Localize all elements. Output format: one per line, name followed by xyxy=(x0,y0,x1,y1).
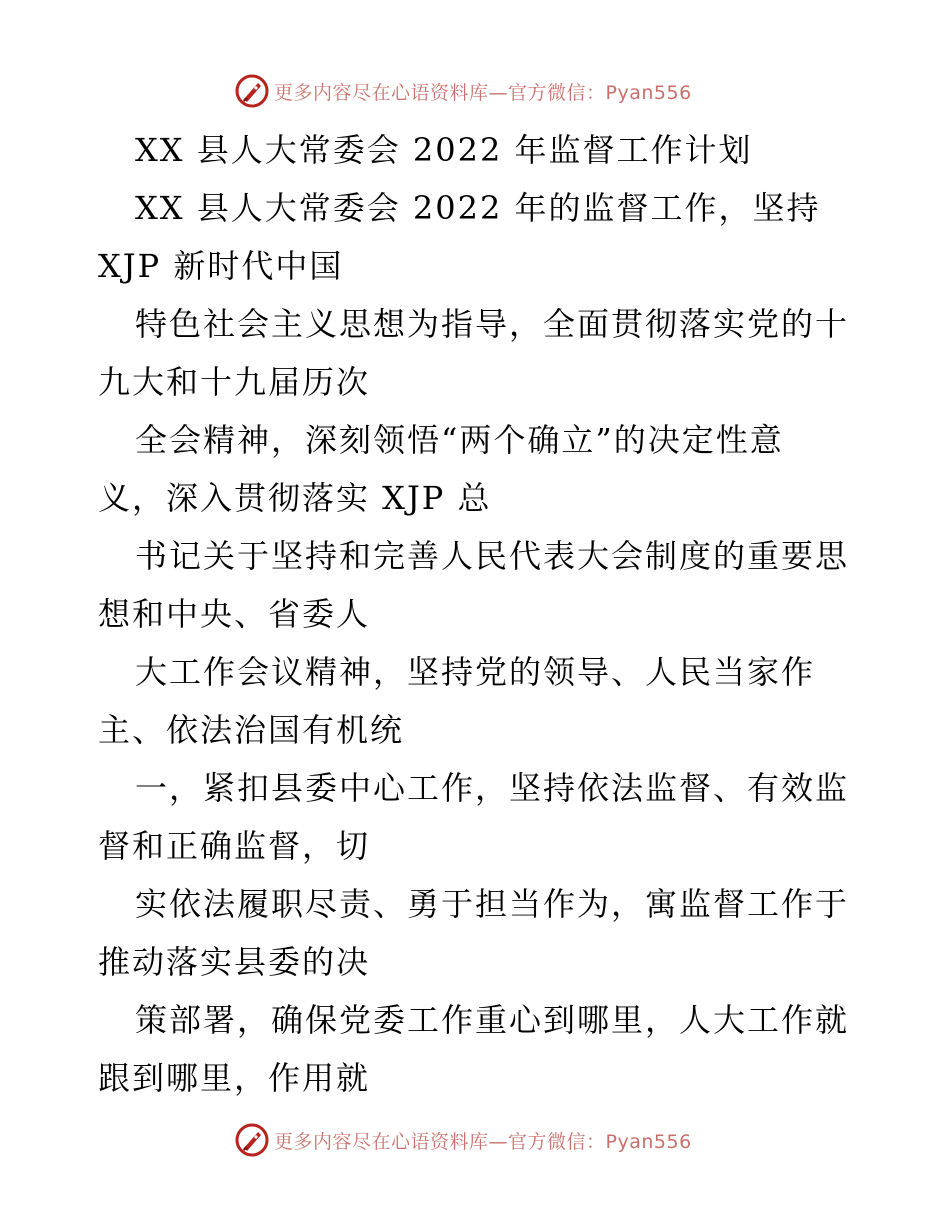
document-line: 跟到哪里，作用就 xyxy=(98,1059,371,1097)
document-line: 想和中央、省委人 xyxy=(98,595,371,633)
document-line: 全会精神，深刻领悟“两个确立”的决定性意 xyxy=(135,421,784,459)
document-line: 九大和十九届历次 xyxy=(98,363,371,401)
document-line: 实依法履职尽责、勇于担当作为，寓监督工作于 xyxy=(135,885,850,923)
header-banner-dash: — xyxy=(488,81,509,104)
footer-banner-dash: — xyxy=(488,1130,509,1153)
footer-banner-wechat: 官方微信：Pyan556 xyxy=(508,1130,692,1153)
footer-banner xyxy=(234,1120,692,1160)
document-line: XJP 新时代中国 xyxy=(98,247,344,285)
footer-banner-text: 更多内容尽在心语资料库 xyxy=(274,1130,489,1153)
document-line: 督和正确监督，切 xyxy=(98,827,371,865)
document-line: XX 县人大常委会 2022 年的监督工作，坚持 xyxy=(135,189,821,227)
document-body xyxy=(98,121,858,1107)
document-line: 特色社会主义思想为指导，全面贯彻落实党的十 xyxy=(135,305,850,343)
header-banner-text: 更多内容尽在心语资料库 xyxy=(274,81,489,104)
pen-nib-logo-icon xyxy=(234,1122,270,1158)
document-line: 书记关于坚持和完善人民代表大会制度的重要思 xyxy=(135,537,850,575)
document-line: 主、依法治国有机统 xyxy=(98,711,405,749)
document-line: 大工作会议精神，坚持党的领导、人民当家作 xyxy=(135,653,816,691)
header-banner-wechat: 官方微信：Pyan556 xyxy=(508,81,692,104)
header-banner xyxy=(234,71,692,111)
document-line: 策部署，确保党委工作重心到哪里，人大工作就 xyxy=(135,1001,850,1039)
document-line: 推动落实县委的决 xyxy=(98,943,371,981)
pen-nib-logo-icon xyxy=(234,73,270,109)
document-line: XX 县人大常委会 2022 年监督工作计划 xyxy=(135,131,753,169)
document-line: 义，深入贯彻落实 XJP 总 xyxy=(98,479,492,517)
document-line: 一，紧扣县委中心工作，坚持依法监督、有效监 xyxy=(135,769,850,807)
